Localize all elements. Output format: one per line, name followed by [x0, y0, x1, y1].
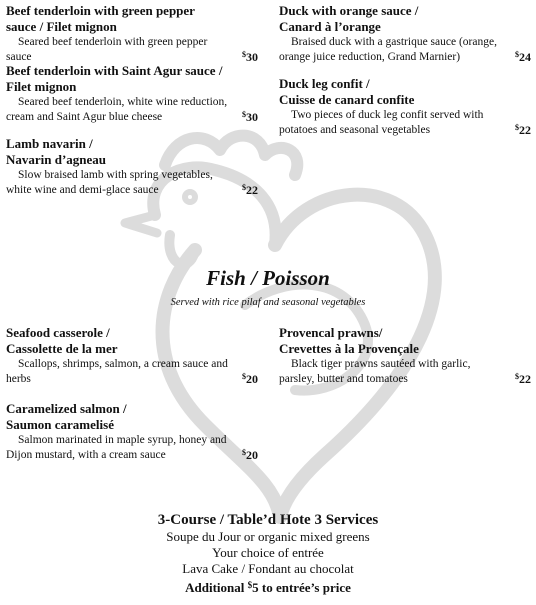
dish-name: Beef tenderloin with Saint Agur sauce / Filet mignon	[6, 63, 223, 94]
dish-name: Lamb navarin / Navarin d’agneau	[6, 136, 107, 167]
three-course-surcharge: Additional $5 to entrée’s price	[185, 580, 351, 595]
dish-description: Seared beef tenderloin, white wine reduction, cream and Saint Agur blue cheese	[6, 96, 228, 123]
dish-price: $30	[242, 110, 258, 124]
dish-name: Duck leg confit / Cuisse de canard confite	[279, 76, 415, 107]
menu-item	[6, 401, 258, 463]
three-course-line: Lava Cake / Fondant au chocolat	[182, 561, 354, 576]
dish-name: Caramelized salmon / Saumon caramelisé	[6, 401, 127, 432]
three-course-line: Your choice of entrée	[212, 545, 324, 560]
dish-description: Two pieces of duck leg confit served with potatoes and seasonal vegetables	[279, 109, 484, 136]
three-course-line: Soupe du Jour or organic mixed greens	[166, 529, 370, 544]
dish-price: $24	[515, 50, 531, 64]
section-subtitle: Served with rice pilaf and seasonal vegetables	[170, 297, 366, 308]
menu-item	[279, 325, 531, 387]
dish-name: Provencal prawns/ Crevettes à la Provençale	[279, 325, 419, 356]
dish-name: Duck with orange sauce / Canard à l’orange	[279, 3, 419, 34]
menu-item	[6, 325, 258, 387]
menu-item	[6, 3, 258, 65]
dish-name: Beef tenderloin with green pepper sauce / Filet mignon	[6, 3, 195, 34]
dish-price: $20	[242, 372, 258, 386]
dish-description: Salmon marinated in maple syrup, honey and Dijon mustard, with a cream sauce	[6, 434, 227, 461]
dish-name: Seafood casserole / Cassolette de la mer	[6, 325, 118, 356]
dish-price: $22	[515, 123, 531, 137]
dish-price: $20	[242, 448, 258, 462]
three-course-title: 3-Course / Table’d Hote 3 Services	[157, 512, 379, 528]
dish-description: Braised duck with a gastrique sauce (orange, orange juice reduction, Grand Marnier)	[279, 36, 497, 63]
menu-item	[279, 3, 531, 65]
dish-description: Seared beef tenderloin with green pepper sauce	[6, 36, 208, 63]
dish-description: Black tiger prawns sautéed with garlic, parsley, butter and tomatoes	[279, 358, 471, 385]
dish-description: Scallops, shrimps, salmon, a cream sauce and herbs	[6, 358, 228, 385]
menu-item	[6, 136, 258, 198]
dish-price: $30	[242, 50, 258, 64]
three-course-offer	[0, 511, 536, 596]
dish-description: Slow braised lamb with spring vegetables, white wine and demi-glace sauce	[6, 169, 213, 196]
menu-item	[279, 76, 531, 138]
dish-price: $22	[515, 372, 531, 386]
menu-item	[6, 63, 258, 125]
dish-price: $22	[242, 183, 258, 197]
section-title: Fish / Poisson	[206, 266, 330, 290]
